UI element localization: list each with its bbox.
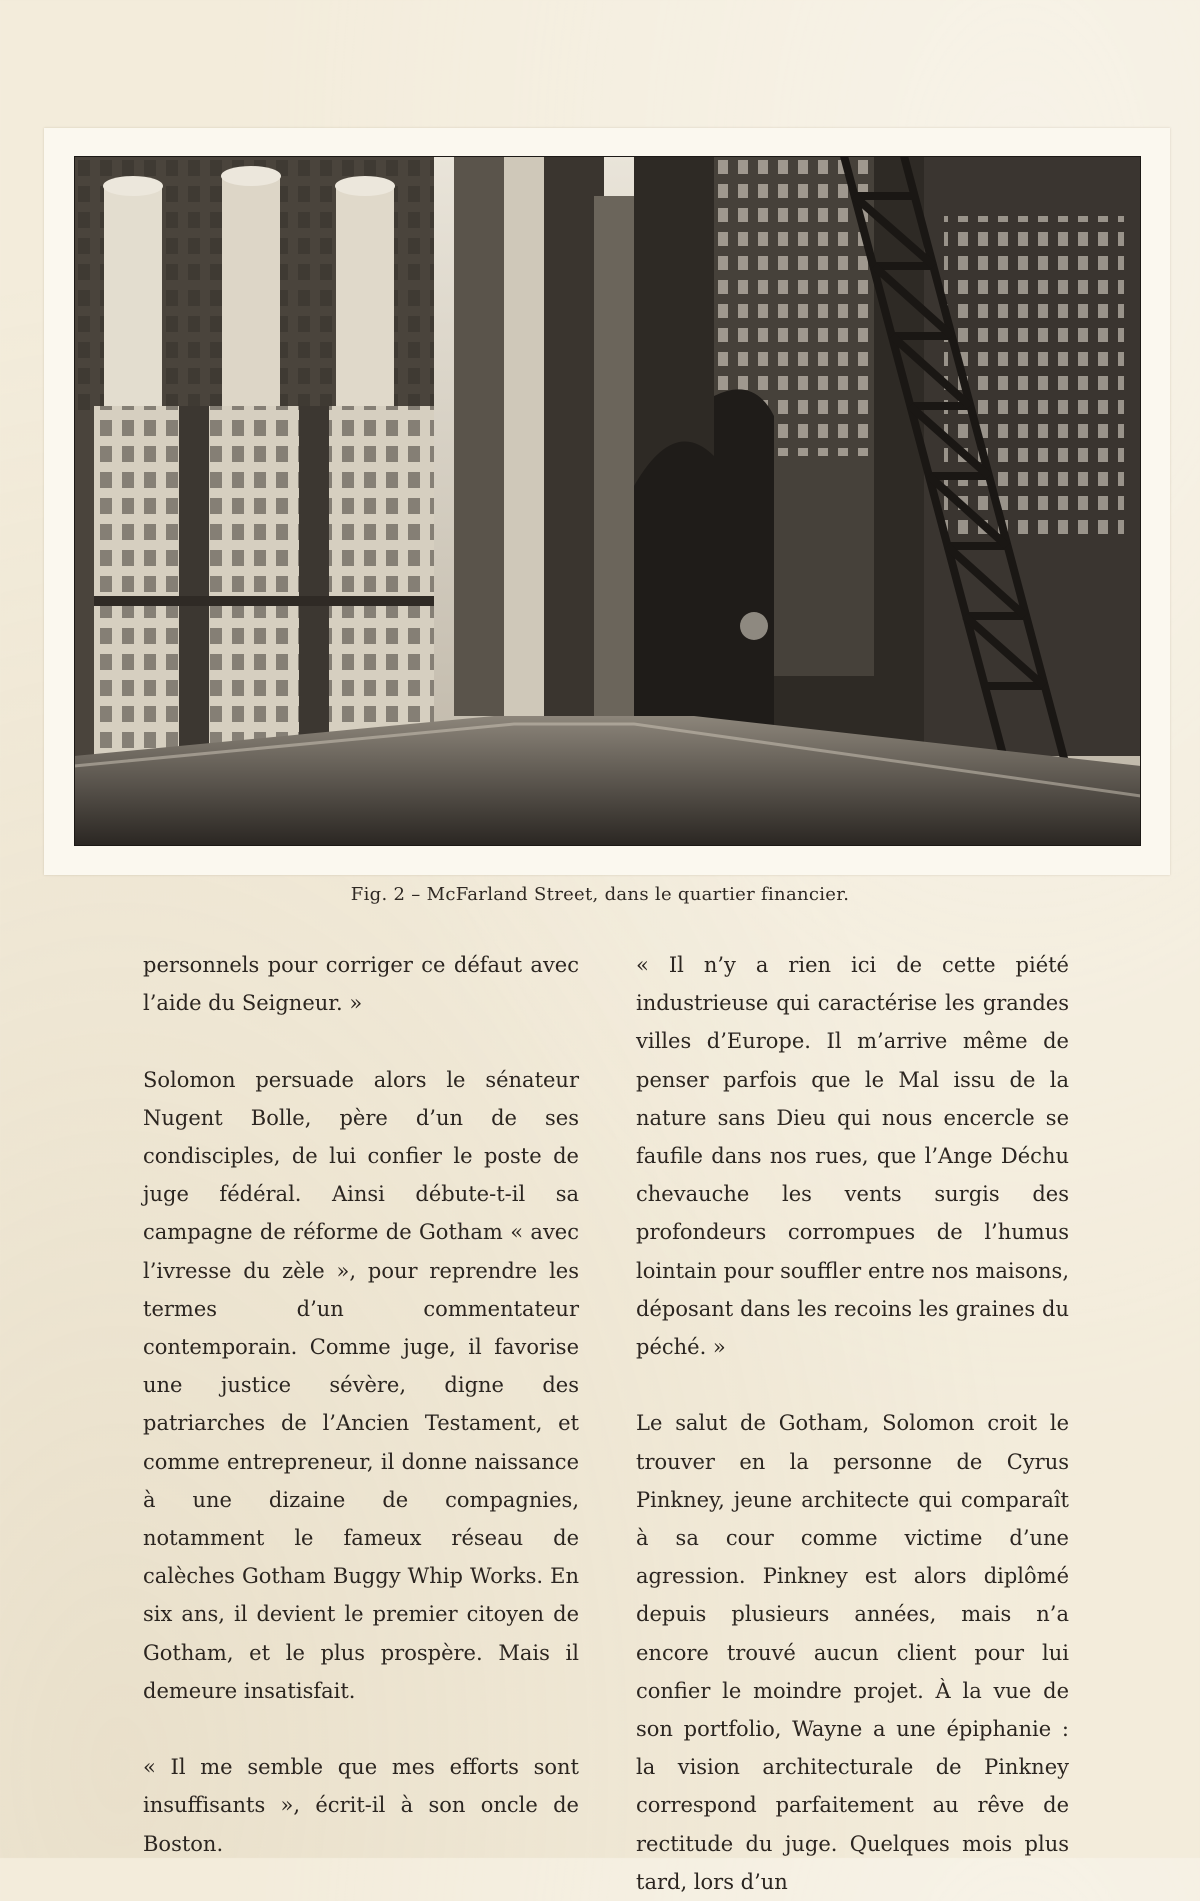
paragraph: personnels pour corriger ce défaut avec l’aide du Seigneur. » bbox=[143, 953, 579, 1016]
paragraph: « Il me semble que mes efforts sont insuffisants », écrit-il à son oncle de Boston. bbox=[143, 1755, 579, 1856]
text-column-right bbox=[636, 946, 1069, 1901]
paragraph: Solomon persuade alors le sénateur Nugent Bolle, père d’un de ses condisciples, de lui confier le poste de juge fédéral. Ainsi débute-t-il sa campagne de réforme de Gotham « avec l’ivresse du zèle », pour reprendre les termes d’un commentateur contemporain. Comme juge, il favorise une justice sévère, digne des patriarches de l’Ancien Testament, et comme entrepreneur, il donne naissance à une dizaine de compagnies, notamment le fameux réseau de calèches Gotham Buggy Whip Works. En six ans, il devient le premier citoyen de Gotham, et le plus prospère. Mais il demeure insatisfait. bbox=[143, 1067, 579, 1703]
figure-caption: Fig. 2 – McFarland Street, dans le quartier financier. bbox=[350, 884, 850, 905]
mcfarland-street-illustration bbox=[74, 156, 1141, 846]
paragraph: Le salut de Gotham, Solomon croit le trouver en la personne de Cyrus Pinkney, jeune architecte qui comparaît à sa cour comme victime d’une agression. Pinkney est alors diplômé depuis plusieurs années, mais n’a encore trouvé aucun client pour lui confier le moindre projet. À la vue de son portfolio, Wayne a une épiphanie : la vision architecturale de Pinkney correspond parfaitement au rêve de rectitude du juge. Quelques mois plus tard, lors d’un bbox=[636, 1411, 1069, 1894]
city-street-drawing bbox=[74, 156, 1141, 846]
text-column-left bbox=[143, 946, 579, 1863]
paragraph: « Il n’y a rien ici de cette piété industrieuse qui caractérise les grandes villes d’Europe. Il m’arrive même de penser parfois que le Mal issu de la nature sans Dieu qui nous encercle se faufile dans nos rues, que l’Ange Déchu chevauche les vents surgis des profondeurs corrompues de l’humus lointain pour souffler entre nos maisons, déposant dans les recoins les graines du péché. » bbox=[636, 953, 1069, 1360]
